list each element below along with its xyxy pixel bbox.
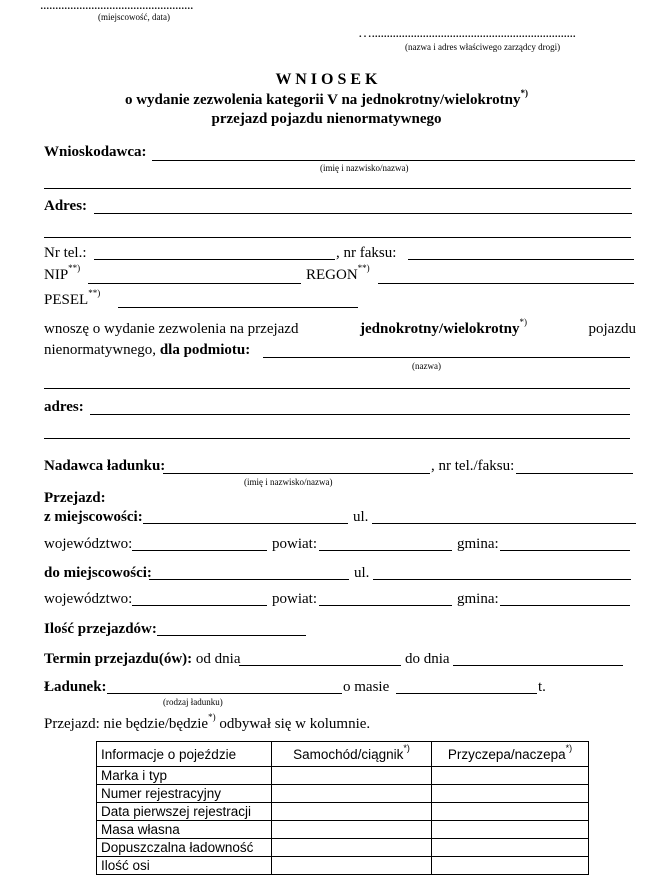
from-place-field[interactable]: [143, 523, 348, 524]
to-voivodeship-label: województwo:: [44, 591, 133, 607]
from-place-label: z miejscowości:: [44, 509, 143, 525]
phone-label: Nr tel.:: [44, 245, 87, 261]
from-county-label: powiat:: [272, 536, 317, 552]
sender-fax-field[interactable]: [516, 473, 633, 474]
trips-label: Ilość przejazdów:: [44, 621, 157, 637]
sender-label: Nadawca ładunku:: [44, 458, 166, 474]
entity-name-field-2[interactable]: [44, 388, 630, 389]
table-row: [97, 785, 589, 803]
vehicle-info-table: [96, 741, 589, 875]
from-voivodeship-field[interactable]: [132, 550, 267, 551]
table-row: [97, 767, 589, 785]
schedule-to-label: do dnia: [405, 651, 450, 667]
trips-field[interactable]: [157, 635, 306, 636]
to-street-field[interactable]: [373, 579, 631, 580]
table-header-truck: Samochód/ciągnik*): [272, 742, 432, 767]
fax-label: , nr faksu:: [336, 245, 397, 261]
schedule-to-field[interactable]: [453, 665, 623, 666]
to-county-label: powiat:: [272, 591, 317, 607]
title-line-1: o wydanie zezwolenia kategorii V na jednokrotny/wielokrotny*): [124, 88, 529, 108]
to-street-label: ul.: [354, 565, 370, 581]
cargo-mass-label: o masie: [343, 679, 390, 695]
truck-cell[interactable]: [272, 803, 432, 821]
row-label: Ilość osi: [97, 857, 272, 875]
applicant-name-field-2[interactable]: [44, 188, 631, 189]
document-title: W N I O S E K: [275, 71, 378, 88]
table-row: [97, 857, 589, 875]
convoy-text: Przejazd: nie będzie/będzie*) odbywał się w kolumnie.: [44, 712, 371, 732]
row-label: Data pierwszej rejestracji: [97, 803, 272, 821]
row-label: Marka i typ: [97, 767, 272, 785]
entity-address-label: adres:: [44, 399, 84, 415]
row-label: Dopuszczalna ładowność: [97, 839, 272, 857]
to-commune-field[interactable]: [500, 605, 630, 606]
trailer-cell[interactable]: [432, 785, 589, 803]
applicant-label: Wnioskodawca:: [44, 144, 147, 160]
request-text-line-2: nienormatywnego, dla podmiotu:: [44, 342, 251, 358]
table-row: [97, 821, 589, 839]
to-place-field[interactable]: [149, 579, 349, 580]
from-voivodeship-label: województwo:: [44, 536, 133, 552]
from-commune-label: gmina:: [457, 536, 499, 552]
row-label: Numer rejestracyjny: [97, 785, 272, 803]
applicant-hint: (imię i nazwisko/nazwa): [320, 163, 409, 173]
cargo-hint: (rodzaj ładunku): [163, 697, 223, 707]
sender-fax-label: , nr tel./faksu:: [431, 458, 515, 474]
regon-label: REGON**): [306, 263, 370, 283]
route-heading: Przejazd:: [44, 490, 106, 506]
address-label: Adres:: [44, 198, 88, 214]
entity-address-field-2[interactable]: [44, 438, 630, 439]
place-date-label: (miejscowość, data): [98, 12, 170, 22]
table-header-info: Informacje o pojeździe: [97, 742, 272, 767]
truck-cell[interactable]: [272, 857, 432, 875]
schedule-from-field[interactable]: [239, 665, 401, 666]
table-header-row: [97, 742, 589, 767]
entity-hint: (nazwa): [412, 361, 441, 371]
truck-cell[interactable]: [272, 839, 432, 857]
trailer-cell[interactable]: [432, 821, 589, 839]
to-commune-label: gmina:: [457, 591, 499, 607]
truck-cell[interactable]: [272, 767, 432, 785]
trailer-cell[interactable]: [432, 839, 589, 857]
sender-hint: (imię i nazwisko/nazwa): [244, 477, 333, 487]
to-voivodeship-field[interactable]: [132, 605, 267, 606]
truck-cell[interactable]: [272, 785, 432, 803]
pesel-field[interactable]: [118, 307, 358, 308]
nip-label: NIP**): [44, 263, 81, 283]
to-place-label: do miejscowości:: [44, 565, 152, 581]
from-county-field[interactable]: [319, 550, 452, 551]
address-field[interactable]: [94, 213, 632, 214]
table-row: [97, 839, 589, 857]
place-date-dots: ...................................................: [40, 0, 193, 13]
from-street-field[interactable]: [372, 523, 636, 524]
authority-label: (nazwa i adres właściwego zarządcy drogi): [405, 42, 561, 52]
schedule-row: Termin przejazdu(ów): od dnia: [44, 651, 241, 667]
from-commune-field[interactable]: [500, 550, 630, 551]
trailer-cell[interactable]: [432, 803, 589, 821]
entity-address-field[interactable]: [90, 414, 630, 415]
cargo-label: Ładunek:: [44, 679, 107, 695]
phone-field[interactable]: [94, 259, 335, 260]
row-label: Masa własna: [97, 821, 272, 839]
to-county-field[interactable]: [319, 605, 452, 606]
table-header-trailer: Przyczepa/naczepa*): [432, 742, 589, 767]
title-line-2: przejazd pojazdu nienormatywnego: [211, 111, 442, 127]
truck-cell[interactable]: [272, 821, 432, 839]
fax-field[interactable]: [408, 259, 634, 260]
request-text-line-1: wnoszę o wydanie zezwolenia na przejazd jednokrotny/wielokrotny*) pojazdu: [44, 317, 636, 337]
cargo-mass-field[interactable]: [396, 693, 537, 694]
from-street-label: ul.: [353, 509, 369, 525]
regon-field[interactable]: [378, 283, 634, 284]
sender-name-field[interactable]: [163, 473, 430, 474]
table-row: [97, 803, 589, 821]
trailer-cell[interactable]: [432, 857, 589, 875]
entity-name-field[interactable]: [263, 357, 630, 358]
trailer-cell[interactable]: [432, 767, 589, 785]
authority-dots: …....................................................................: [358, 26, 576, 41]
cargo-type-field[interactable]: [107, 693, 342, 694]
nip-field[interactable]: [88, 283, 301, 284]
address-field-2[interactable]: [44, 237, 631, 238]
applicant-name-field[interactable]: [152, 160, 635, 161]
pesel-label: PESEL**): [44, 288, 101, 308]
cargo-unit: t.: [538, 679, 546, 695]
